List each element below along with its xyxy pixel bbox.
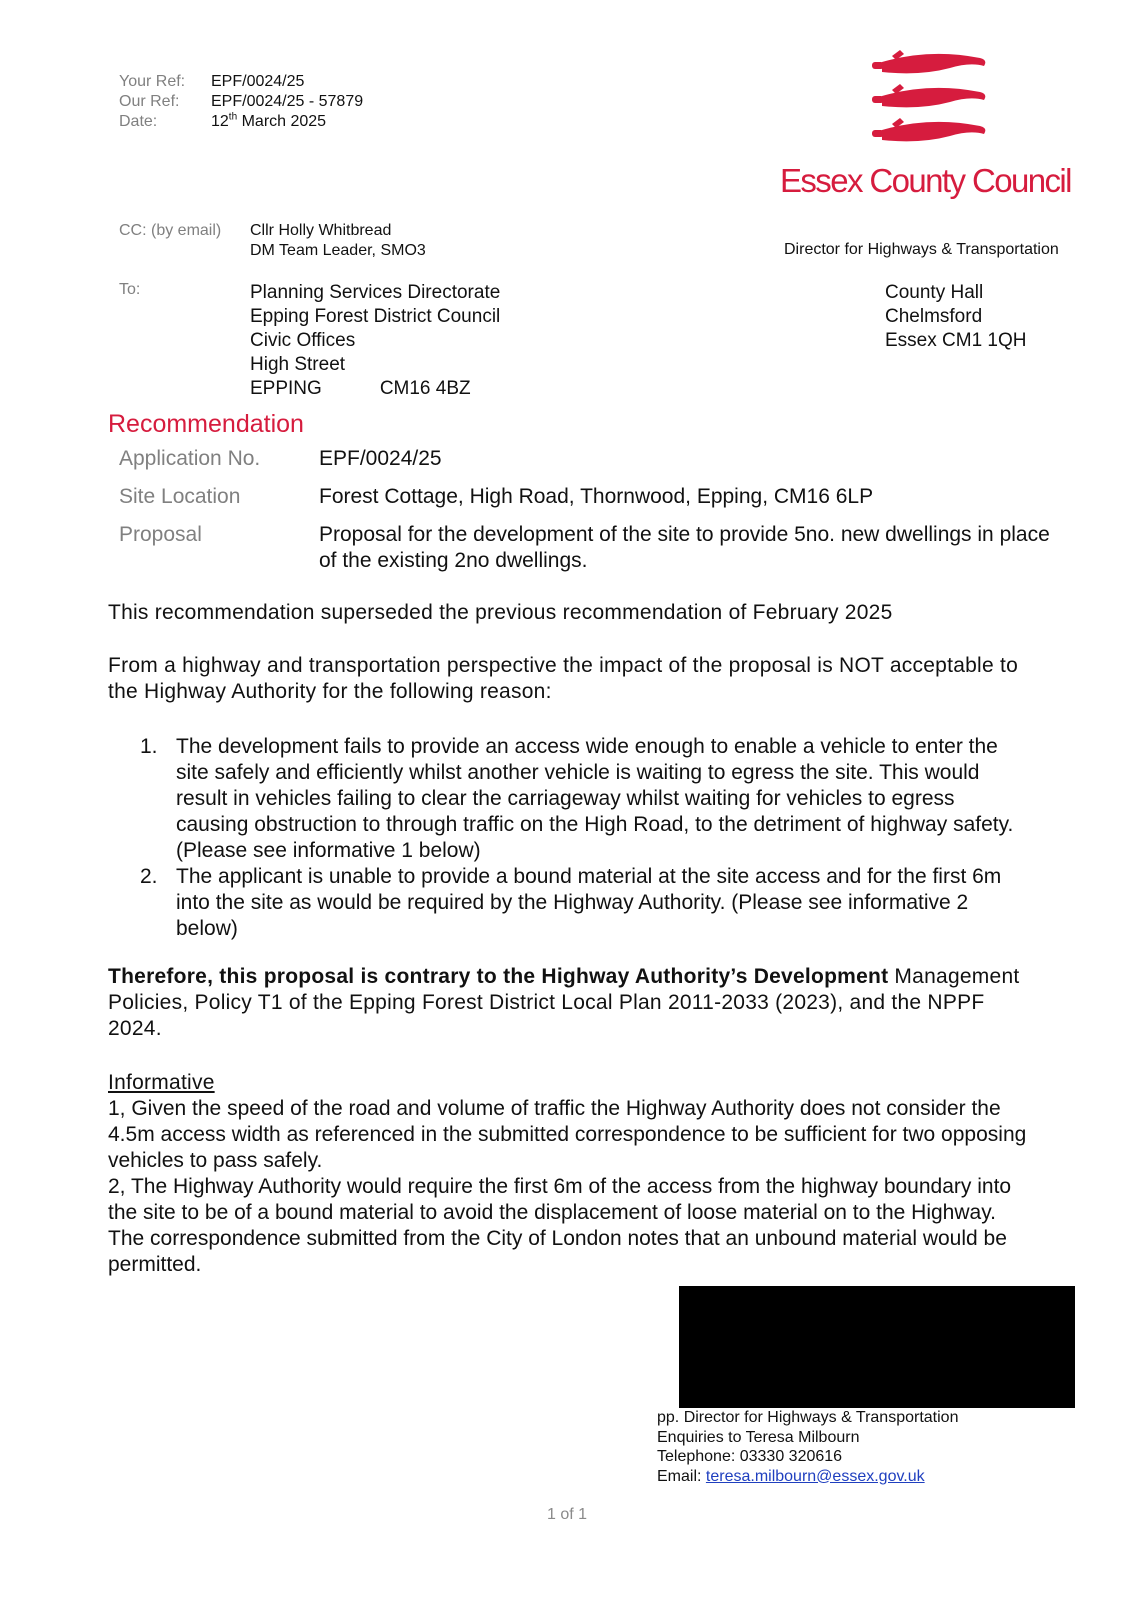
your-ref-label: Your Ref: <box>119 73 186 90</box>
recipient-address <box>250 281 500 401</box>
email-link[interactable]: teresa.milbourn@essex.gov.uk <box>705 1467 925 1485</box>
list-item: 1. The development fails to provide an access wide enough to enable a vehicle to enter the site safely and efficiently whilst another vehicle is waiting to egress the site. This would result in vehicles failing to clear the carriageway whilst waiting for vehicles to egress causing obstruction to through traffic on the High Road, to the detriment of highway safety. (Please see informative 1 below) <box>140 734 1025 864</box>
our-ref-row <box>119 92 363 112</box>
reasons-list <box>140 734 1025 942</box>
our-ref-label: Our Ref: <box>119 93 180 110</box>
page-number: 1 of 1 <box>547 1506 588 1523</box>
address-line: Epping Forest District Council <box>250 306 501 327</box>
pp-line: pp. Director for Highways & Transportation <box>657 1409 959 1426</box>
site-location-row <box>119 484 1059 510</box>
council-address <box>885 281 1026 353</box>
email-line: Email: teresa.milbourn@essex.gov.uk <box>657 1467 925 1485</box>
cc-line: Cllr Holly Whitbread <box>250 222 392 239</box>
conclusion-rest: Management Policies, Policy T1 of the Epping Forest District Local Plan 2011-2033 (2023), and the NPPF 2024. <box>108 965 1020 1040</box>
conclusion-bold: Therefore, this proposal is contrary to the Highway Authority’s Development <box>108 965 889 988</box>
address-line: Civic Offices <box>250 330 356 351</box>
our-ref-value: EPF/0024/25 - 57879 <box>211 93 364 110</box>
your-ref-row <box>119 72 363 92</box>
proposal-label: Proposal <box>119 523 202 546</box>
enquiries-line: Enquiries to Teresa Milbourn <box>657 1428 860 1446</box>
reference-block <box>119 72 363 132</box>
intro-text: From a highway and transportation perspective the impact of the proposal is NOT acceptable to the Highway Authority for the following reason: <box>108 654 1018 703</box>
date-label: Date: <box>119 113 158 130</box>
postcode: CM16 4BZ <box>379 378 471 399</box>
address-line: Chelmsford <box>885 306 983 327</box>
reason-text: The development fails to provide an access wide enough to enable a vehicle to enter the site safely and efficiently whilst another vehicle is waiting to egress the site. This would result in vehicles failing to clear the carriageway whilst waiting for vehicles to egress causing obstruction to through traffic on the High Road, to the detriment of highway safety. (Please see informative 1 below) <box>176 735 1014 862</box>
to-label: To: <box>119 281 141 298</box>
date-row <box>119 112 363 132</box>
address-line: Planning Services Directorate <box>250 282 501 303</box>
supersede-text: This recommendation superseded the previous recommendation of February 2025 <box>108 601 893 624</box>
conclusion-paragraph <box>108 964 1028 1042</box>
application-details <box>119 446 1059 586</box>
redacted-signature <box>679 1286 1075 1408</box>
address-line-town: EPPING CM16 4BZ <box>250 378 471 399</box>
your-ref-value: EPF/0024/25 <box>211 73 305 90</box>
telephone-line: Telephone: 03330 320616 <box>657 1448 843 1465</box>
proposal-row <box>119 522 1059 574</box>
site-location-value: Forest Cottage, High Road, Thornwood, Epping, CM16 6LP <box>319 485 874 508</box>
reason-text: The applicant is unable to provide a bound material at the site access and for the first 6m into the site as would be required by the Highway Authority. (Please see informative 2 below) <box>176 865 1002 940</box>
list-item: 2. The applicant is unable to provide a bound material at the site access and for the first 6m into the site as would be required by the Highway Authority. (Please see informative 2 below) <box>140 864 1025 942</box>
informative-section <box>108 1070 1028 1278</box>
site-location-label: Site Location <box>119 485 241 508</box>
director-heading: Director for Highways & Transportation <box>784 241 1059 258</box>
application-row <box>119 446 1059 472</box>
address-line: County Hall <box>885 282 984 303</box>
application-value: EPF/0024/25 <box>319 447 442 470</box>
address-line: High Street <box>250 354 346 375</box>
seaxes-emblem-icon <box>870 50 990 150</box>
signature-block <box>657 1408 958 1486</box>
cc-recipients <box>250 221 426 261</box>
application-label: Application No. <box>119 447 261 470</box>
recommendation-title: Recommendation <box>108 410 304 438</box>
address-line: Essex CM1 1QH <box>885 330 1027 351</box>
logo-text: Essex County Council <box>780 162 1071 199</box>
informative-heading: Informative <box>108 1071 215 1094</box>
date-value: 12th March 2025 <box>211 111 327 130</box>
informative-item: 2, The Highway Authority would require the first 6m of the access from the highway boundary into the site to be of a bound material to avoid the displacement of loose material on to the Highway. The correspondence submitted from the City of London notes that an unbound material would be permitted. <box>108 1175 1012 1276</box>
informative-item: 1, Given the speed of the road and volume of traffic the Highway Authority does not consider the 4.5m access width as referenced in the submitted correspondence to be sufficient for two opposing vehicles to pass safely. <box>108 1097 1027 1172</box>
proposal-value: Proposal for the development of the site to provide 5no. new dwellings in place of the existing 2no dwellings. <box>319 523 1050 572</box>
cc-line: DM Team Leader, SMO3 <box>250 242 426 259</box>
cc-label: CC: (by email) <box>119 222 222 239</box>
